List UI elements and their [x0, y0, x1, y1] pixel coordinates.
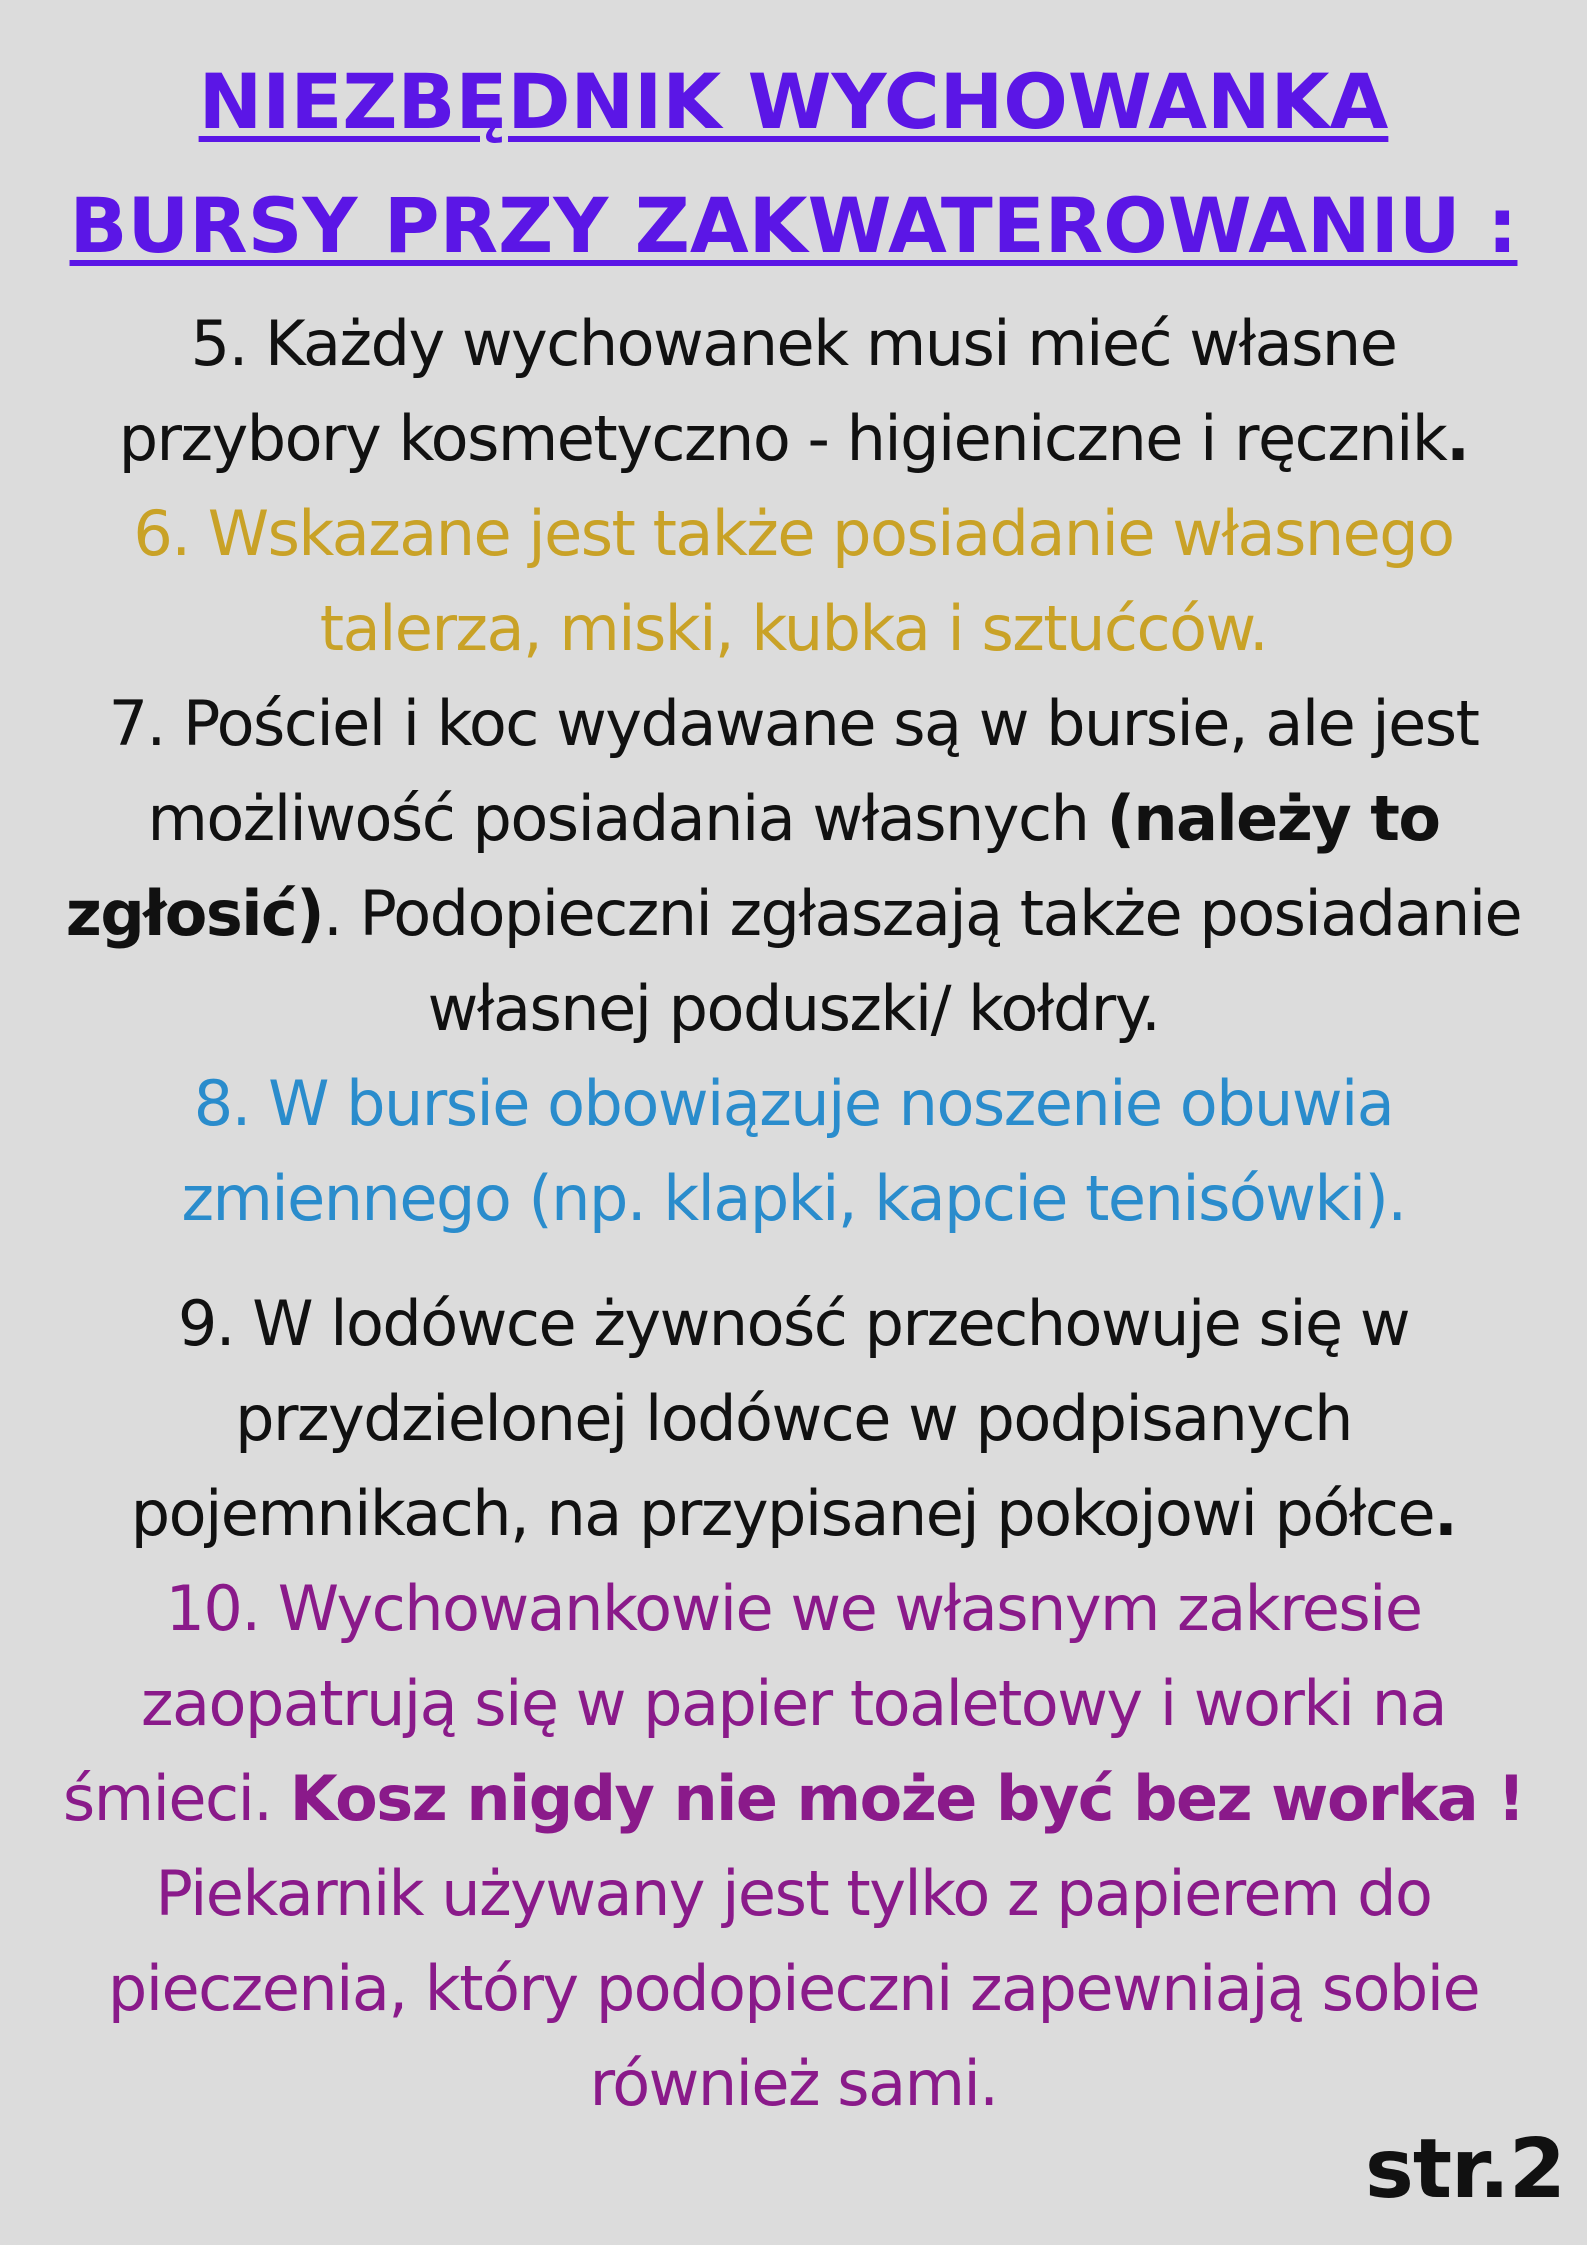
rule-8-line-1: 8. W bursie obowiązuje noszenie obuwia — [193, 1067, 1394, 1140]
rule-9-line-3-text: pojemnikach, na przypisanej pokojowi półce — [130, 1477, 1435, 1550]
rule-7-line-2-text: możliwość posiadania własnych — [147, 782, 1107, 855]
rule-5-text: przybory kosmetyczno - higieniczne i ręcznik — [118, 402, 1447, 475]
rule-10-line-6: również sami. — [589, 2047, 998, 2120]
rule-7-line-2 — [30, 771, 1557, 866]
rule-7-line-4: własnej poduszki/ kołdry. — [427, 972, 1160, 1045]
rule-6-line-1: 6. Wskazane jest także posiadanie własnego — [133, 497, 1454, 570]
rule-item-10 — [30, 1561, 1557, 2131]
rule-7-line-2-bold: (należy to — [1106, 782, 1440, 855]
rule-5-line-2 — [30, 391, 1557, 486]
rule-7-line-1: 7. Pościel i koc wydawane są w bursie, ale jest — [108, 687, 1479, 760]
rule-item-8 — [30, 1056, 1557, 1246]
rule-10-line-4: Piekarnik używany jest tylko z papierem do — [155, 1857, 1432, 1930]
rule-9-line-1: 9. W lodówce żywność przechowuje się w — [177, 1287, 1410, 1360]
rule-10-line-2: zaopatrują się w papier toaletowy i worki na — [140, 1667, 1447, 1740]
rule-item-5 — [30, 296, 1557, 486]
title-line-2: BURSY PRZY ZAKWATEROWANIU : — [69, 181, 1518, 270]
rule-item-7 — [30, 676, 1557, 1056]
rule-9-line-3-bold: . — [1434, 1477, 1457, 1550]
rule-item-9 — [30, 1276, 1557, 1561]
rule-7-line-3-text: . Podopieczni zgłaszają także posiadanie — [323, 877, 1522, 950]
page-number: str.2 — [1365, 2122, 1565, 2217]
rule-10-line-3 — [30, 1751, 1557, 1846]
rule-7-line-3 — [30, 866, 1557, 961]
rules-list — [30, 296, 1557, 2131]
rule-10-line-5: pieczenia, który podopieczni zapewniają sobie — [107, 1952, 1480, 2025]
rule-item-6 — [30, 486, 1557, 676]
rule-9-line-2: przydzielonej lodówce w podpisanych — [235, 1382, 1352, 1455]
rule-10-line-3-text: śmieci. — [62, 1762, 290, 1835]
title-line-1: NIEZBĘDNIK WYCHOWANKA — [198, 57, 1389, 146]
rule-7-line-3-bold: zgłosić) — [65, 877, 324, 950]
page-title — [30, 40, 1557, 288]
rule-10-line-3-bold: Kosz nigdy nie może być bez worka ! — [289, 1762, 1525, 1835]
rule-9-line-3 — [30, 1466, 1557, 1561]
rule-6-line-2: talerza, miski, kubka i sztućców. — [319, 592, 1268, 665]
rule-10-line-1: 10. Wychowankowie we własnym zakresie — [165, 1572, 1422, 1645]
rule-5-line-1: 5. Każdy wychowanek musi mieć własne — [190, 307, 1397, 380]
rule-8-line-2: zmiennego (np. klapki, kapcie tenisówki). — [181, 1162, 1406, 1235]
rule-5-bold: . — [1446, 402, 1469, 475]
